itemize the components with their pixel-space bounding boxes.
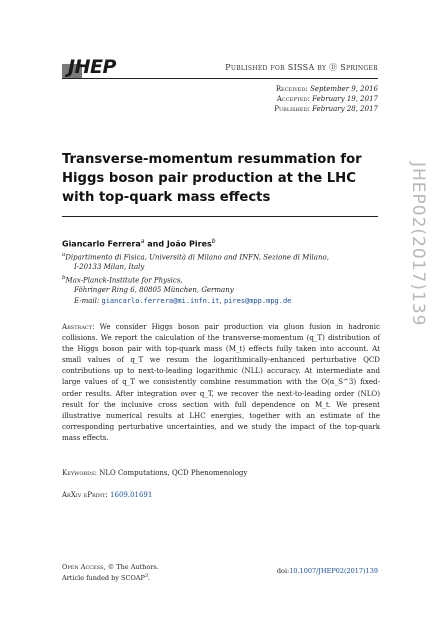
published-line	[225, 62, 378, 73]
abstract	[62, 321, 380, 443]
affiliation-b-line2: Föhringer Ring 6, 80805 München, Germany	[74, 286, 234, 295]
date-accepted: Accepted: February 19, 2017	[276, 95, 378, 103]
abstract-label: Abstract:	[62, 322, 95, 331]
published-for: Published for SISSA by	[225, 63, 327, 72]
author-2-mark: b	[211, 238, 216, 245]
author-1-mark: a	[140, 238, 145, 245]
paper-title: Transverse-momentum resummation for Higgs boson pair production at the LHC with top-quark mass effects	[62, 152, 362, 205]
logo-text: JHEP	[68, 56, 116, 78]
funded-line: Article funded by SCOAP$^3$.	[62, 573, 151, 583]
dates-block	[274, 84, 378, 114]
authors-and: and	[147, 239, 165, 249]
email-line: E-mail: giancarlo.ferrera@mi.infn.it, pires@mpp.mpg.de	[74, 297, 292, 305]
keywords	[62, 469, 247, 477]
footer-left	[62, 563, 159, 583]
arxiv-link[interactable]: 1609.01691	[110, 491, 153, 499]
abstract-text: We consider Higgs boson pair production via gluon fusion in hadronic collisions. We report the calculation of the transverse-momentum (q_T) distribution of the Higgs boson pair with top-quark mass (M_t) effects fully taken into account. At small values of q_T we resum the logarithmically-enhanced perturbative QCD contributions up to next-to-leading logarithmic (NLL) accuracy. At intermediate and large values of q_T we consistently combine resummation with the O(α_S^3) fixed-order results. After integration over q_T, we recover the next-to-leading order (NLO) result for the inclusive cross section with full dependence on M_t. We present illustrative numerical results at LHC energies, together with an estimate of the corresponding perturbative uncertainties, and we study the impact of the top-quark mass effects.	[62, 322, 380, 442]
header-rule	[62, 78, 378, 79]
affiliations	[62, 251, 372, 296]
doi-link[interactable]: 10.1007/JHEP02(2017)139	[289, 567, 378, 575]
title-rule	[62, 216, 378, 217]
author-1: Giancarlo Ferrera	[62, 239, 141, 249]
side-identifier	[402, 162, 432, 392]
arxiv-label: ArXiv ePrint:	[62, 491, 108, 499]
open-access-line: Open Access, © The Authors.	[62, 563, 159, 571]
email-link-2[interactable]: pires@mpp.mpg.de	[223, 297, 292, 305]
affiliation-b: $^b$Max-Planck-Institute for Physics,	[62, 275, 183, 285]
keywords-label: Keywords:	[62, 469, 97, 477]
email-label: E-mail:	[74, 297, 100, 305]
author-2: João Pires	[166, 239, 212, 249]
affiliation-a: $^a$Dipartimento di Fisica, Università di Milano and INFN, Sezione di Milano,	[62, 252, 329, 262]
date-published: Published: February 28, 2017	[274, 105, 378, 113]
journal-logo	[62, 56, 126, 78]
email-link-1[interactable]: giancarlo.ferrera@mi.infn.it	[101, 297, 220, 305]
keywords-value: NLO Computations, QCD Phenomenology	[99, 469, 248, 477]
affiliation-a-line2: I-20133 Milan, Italy	[74, 262, 145, 271]
arxiv-eprint	[62, 491, 152, 499]
doi-prefix: doi:	[276, 567, 290, 575]
authors	[62, 238, 216, 249]
doi-line	[277, 567, 378, 575]
date-received: Received: September 9, 2016	[275, 85, 378, 93]
publisher-mark: Ⓓ	[329, 63, 338, 72]
side-identifier-text: JHEP02(2017)139	[408, 162, 428, 327]
publisher-name: Springer	[340, 63, 378, 72]
